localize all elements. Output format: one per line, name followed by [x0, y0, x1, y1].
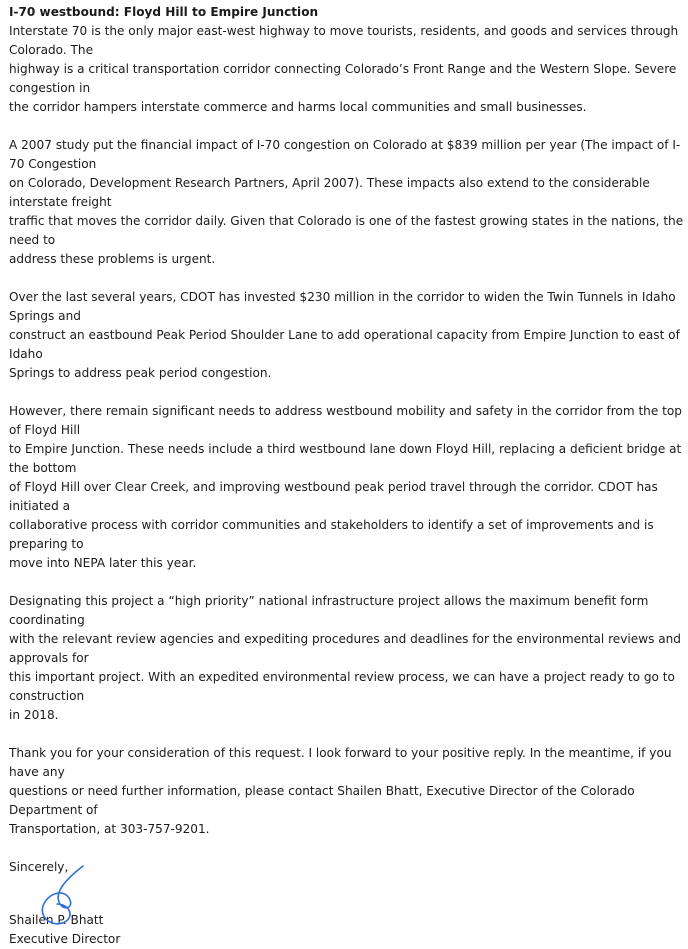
paragraph-line: on Colorado, Development Research Partners, April 2007). These impacts also extend to the considerable interstate freight	[9, 176, 650, 209]
paragraph-line: the corridor hampers interstate commerce and harms local communities and small businesses.	[9, 100, 587, 114]
paragraph-line: in 2018.	[9, 708, 59, 722]
paragraph-line: However, there remain significant needs to address westbound mobility and safety in the corridor from the top of Floyd Hill	[9, 404, 682, 437]
paragraph-5	[9, 592, 685, 725]
handwritten-signature	[35, 864, 135, 934]
paragraph-line: A 2007 study put the financial impact of I-70 congestion on Colorado at $839 million per year (The impact of I-70 Congestion	[9, 138, 681, 171]
paragraph-line: of Floyd Hill over Clear Creek, and improving westbound peak period travel through the corridor. CDOT has initiated a	[9, 480, 658, 513]
paragraph-2	[9, 136, 685, 269]
closing-text: Sincerely,	[9, 860, 69, 874]
paragraph-line: with the relevant review agencies and expediting procedures and deadlines for the environmental reviews and approvals for	[9, 632, 681, 665]
paragraph-line: questions or need further information, please contact Shailen Bhatt, Executive Director of the Colorado Department of	[9, 784, 635, 817]
paragraph-line: collaborative process with corridor communities and stakeholders to identify a set of improvements and is preparing to	[9, 518, 654, 551]
paragraph-line: Designating this project a “high priority” national infrastructure project allows the maximum benefit form coordinating	[9, 594, 649, 627]
paragraph-line: to Empire Junction. These needs include a third westbound lane down Floyd Hill, replacing a deficient bridge at the bottom	[9, 442, 682, 475]
paragraph-4	[9, 402, 685, 573]
paragraph-line: traffic that moves the corridor daily. Given that Colorado is one of the fastest growing states in the nations, the need to	[9, 214, 684, 247]
paragraph-line: construct an eastbound Peak Period Shoulder Lane to add operational capacity from Empire Junction to east of Idaho	[9, 328, 680, 361]
paragraph-line: highway is a critical transportation corridor connecting Colorado’s Front Range and the Western Slope. Severe congestion in	[9, 62, 677, 95]
paragraph-line: this important project. With an expedited environmental review process, we can have a project ready to go to construction	[9, 670, 675, 703]
paragraph-3	[9, 288, 685, 383]
paragraph-line: Over the last several years, CDOT has invested $230 million in the corridor to widen the Twin Tunnels in Idaho Springs and	[9, 290, 676, 323]
letter-heading: I-70 westbound: Floyd Hill to Empire Junction	[9, 5, 319, 19]
paragraph-1	[9, 22, 685, 117]
paragraph-line: Thank you for your consideration of this request. I look forward to your positive reply. In the meantime, if you have any	[9, 746, 672, 779]
paragraph-line: address these problems is urgent.	[9, 252, 216, 266]
paragraph-line: Springs to address peak period congestion.	[9, 366, 272, 380]
paragraph-line: Transportation, at 303-757-9201.	[9, 822, 210, 836]
signer-name: Shailen P. Bhatt	[9, 913, 104, 927]
paragraph-6	[9, 744, 685, 839]
paragraph-line: Interstate 70 is the only major east-west highway to move tourists, residents, and goods and services through Colorado. The	[9, 24, 679, 57]
signature-block	[9, 858, 685, 949]
paragraph-line: move into NEPA later this year.	[9, 556, 197, 570]
signer-title: Executive Director	[9, 932, 121, 946]
letter-page	[9, 3, 685, 949]
